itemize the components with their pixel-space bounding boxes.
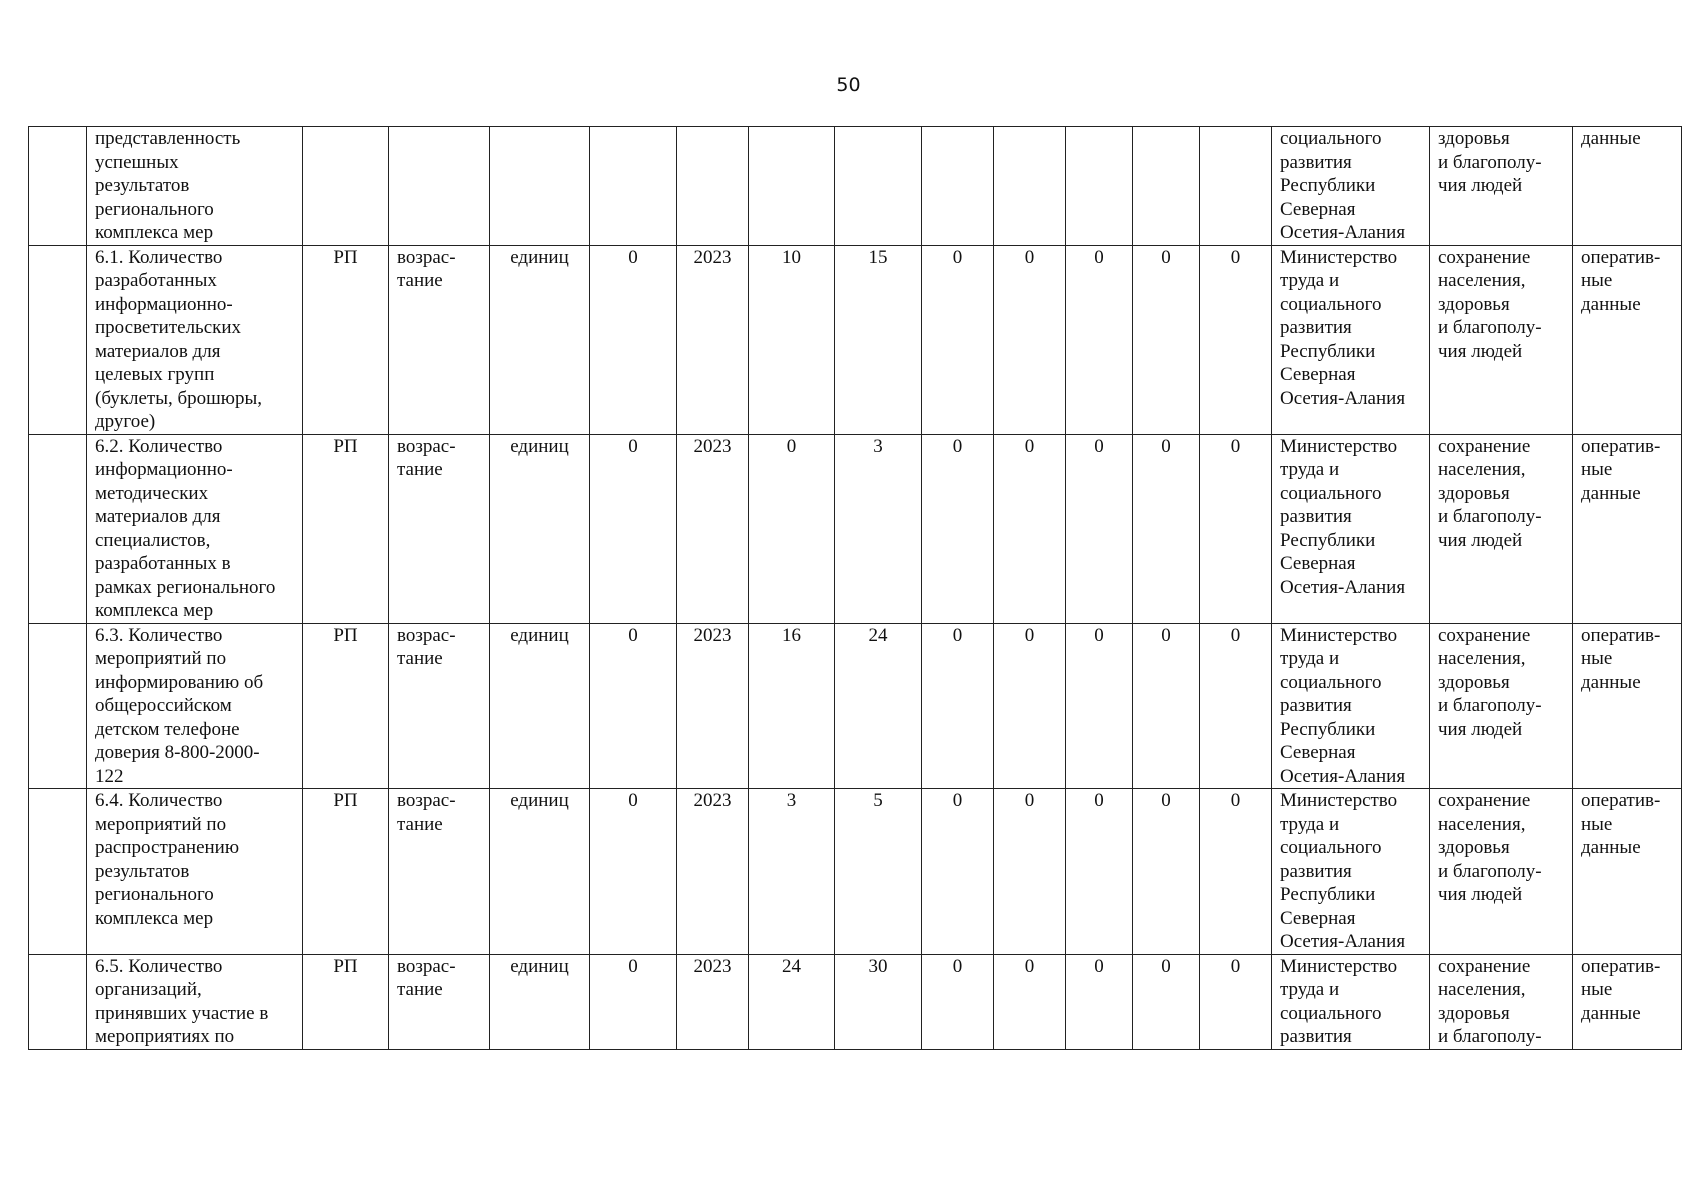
row-number-cell xyxy=(29,434,87,623)
direction-cell: возрас- тание xyxy=(389,954,490,1049)
level-cell xyxy=(303,127,389,246)
goal-cell: сохранение населения, здоровья и благополу- чия людей xyxy=(1430,623,1573,789)
goal-cell: сохранение населения, здоровья и благополу- чия людей xyxy=(1430,789,1573,955)
value-cell: 0 xyxy=(1200,245,1272,434)
goal-cell: сохранение населения, здоровья и благополу- xyxy=(1430,954,1573,1049)
direction-cell: возрас- тание xyxy=(389,245,490,434)
value-cell: 0 xyxy=(1200,434,1272,623)
row-number-cell xyxy=(29,623,87,789)
responsible-cell: Министерство труда и социального развития xyxy=(1272,954,1430,1049)
value-cell: 15 xyxy=(835,245,922,434)
value-cell: 0 xyxy=(994,789,1066,955)
info-system-cell: оператив- ные данные xyxy=(1573,434,1682,623)
indicator-name-cell: 6.4. Количество мероприятий по распространению результатов регионального комплекса мер xyxy=(87,789,303,955)
value-cell: 0 xyxy=(1200,954,1272,1049)
table-row xyxy=(29,434,1682,623)
value-cell xyxy=(1200,127,1272,246)
table-row xyxy=(29,623,1682,789)
indicator-name-cell: 6.3. Количество мероприятий по информированию об общероссийском детском телефоне доверия 8-800-2000- 122 xyxy=(87,623,303,789)
page-number: 50 xyxy=(836,74,861,96)
info-system-cell: оператив- ные данные xyxy=(1573,245,1682,434)
value-cell: 30 xyxy=(835,954,922,1049)
value-cell: 0 xyxy=(922,623,994,789)
unit-cell: единиц xyxy=(490,954,590,1049)
level-cell: РП xyxy=(303,245,389,434)
value-cell xyxy=(1133,127,1200,246)
value-cell xyxy=(835,127,922,246)
value-cell xyxy=(1066,127,1133,246)
level-cell: РП xyxy=(303,623,389,789)
value-cell: 0 xyxy=(1066,954,1133,1049)
value-cell: 24 xyxy=(835,623,922,789)
table-row xyxy=(29,127,1682,246)
indicator-name-cell: 6.5. Количество организаций, принявших участие в мероприятиях по xyxy=(87,954,303,1049)
value-cell: 0 xyxy=(922,954,994,1049)
value-cell: 0 xyxy=(922,434,994,623)
row-number-cell xyxy=(29,245,87,434)
direction-cell: возрас- тание xyxy=(389,623,490,789)
goal-cell: сохранение населения, здоровья и благополу- чия людей xyxy=(1430,434,1573,623)
table-row xyxy=(29,789,1682,955)
value-cell: 16 xyxy=(749,623,835,789)
info-system-cell: оператив- ные данные xyxy=(1573,789,1682,955)
value-cell: 0 xyxy=(1066,434,1133,623)
value-cell: 10 xyxy=(749,245,835,434)
value-cell: 5 xyxy=(835,789,922,955)
value-cell xyxy=(749,127,835,246)
value-cell: 3 xyxy=(749,789,835,955)
indicator-name-cell: 6.1. Количество разработанных информационно- просветительских материалов для целевых групп (буклеты, брошюры, другое) xyxy=(87,245,303,434)
base-value-cell: 0 xyxy=(590,789,677,955)
responsible-cell: социального развития Республики Северная Осетия-Алания xyxy=(1272,127,1430,246)
direction-cell xyxy=(389,127,490,246)
indicators-table xyxy=(28,126,1682,1050)
value-cell xyxy=(922,127,994,246)
level-cell: РП xyxy=(303,954,389,1049)
base-year-cell: 2023 xyxy=(677,623,749,789)
value-cell: 0 xyxy=(922,245,994,434)
unit-cell: единиц xyxy=(490,789,590,955)
row-number-cell xyxy=(29,127,87,246)
value-cell: 0 xyxy=(1133,954,1200,1049)
goal-cell: сохранение населения, здоровья и благополу- чия людей xyxy=(1430,245,1573,434)
base-value-cell: 0 xyxy=(590,245,677,434)
value-cell: 0 xyxy=(1133,434,1200,623)
value-cell: 3 xyxy=(835,434,922,623)
direction-cell: возрас- тание xyxy=(389,434,490,623)
value-cell: 0 xyxy=(1066,245,1133,434)
level-cell: РП xyxy=(303,789,389,955)
value-cell xyxy=(994,127,1066,246)
info-system-cell: оператив- ные данные xyxy=(1573,623,1682,789)
goal-cell: здоровья и благополу- чия людей xyxy=(1430,127,1573,246)
value-cell: 0 xyxy=(1200,623,1272,789)
base-value-cell: 0 xyxy=(590,954,677,1049)
value-cell: 0 xyxy=(994,954,1066,1049)
base-year-cell: 2023 xyxy=(677,789,749,955)
responsible-cell: Министерство труда и социального развития Республики Северная Осетия-Алания xyxy=(1272,789,1430,955)
table-row xyxy=(29,245,1682,434)
indicator-name-cell: представленность успешных результатов регионального комплекса мер xyxy=(87,127,303,246)
base-year-cell xyxy=(677,127,749,246)
value-cell: 0 xyxy=(994,245,1066,434)
base-year-cell: 2023 xyxy=(677,434,749,623)
value-cell: 0 xyxy=(994,623,1066,789)
value-cell: 0 xyxy=(1066,623,1133,789)
value-cell: 0 xyxy=(1066,789,1133,955)
value-cell: 0 xyxy=(749,434,835,623)
unit-cell: единиц xyxy=(490,623,590,789)
level-cell: РП xyxy=(303,434,389,623)
base-year-cell: 2023 xyxy=(677,954,749,1049)
value-cell: 0 xyxy=(1200,789,1272,955)
responsible-cell: Министерство труда и социального развития Республики Северная Осетия-Алания xyxy=(1272,434,1430,623)
base-value-cell: 0 xyxy=(590,434,677,623)
direction-cell: возрас- тание xyxy=(389,789,490,955)
indicator-name-cell: 6.2. Количество информационно- методических материалов для специалистов, разработанных в рамках регионального комплекса мер xyxy=(87,434,303,623)
value-cell: 0 xyxy=(1133,245,1200,434)
row-number-cell xyxy=(29,789,87,955)
row-number-cell xyxy=(29,954,87,1049)
unit-cell xyxy=(490,127,590,246)
info-system-cell: оператив- ные данные xyxy=(1573,954,1682,1049)
value-cell: 0 xyxy=(994,434,1066,623)
base-value-cell xyxy=(590,127,677,246)
value-cell: 0 xyxy=(1133,623,1200,789)
table-row xyxy=(29,954,1682,1049)
unit-cell: единиц xyxy=(490,245,590,434)
responsible-cell: Министерство труда и социального развития Республики Северная Осетия-Алания xyxy=(1272,245,1430,434)
info-system-cell: данные xyxy=(1573,127,1682,246)
value-cell: 24 xyxy=(749,954,835,1049)
unit-cell: единиц xyxy=(490,434,590,623)
base-year-cell: 2023 xyxy=(677,245,749,434)
value-cell: 0 xyxy=(922,789,994,955)
value-cell: 0 xyxy=(1133,789,1200,955)
base-value-cell: 0 xyxy=(590,623,677,789)
responsible-cell: Министерство труда и социального развития Республики Северная Осетия-Алания xyxy=(1272,623,1430,789)
